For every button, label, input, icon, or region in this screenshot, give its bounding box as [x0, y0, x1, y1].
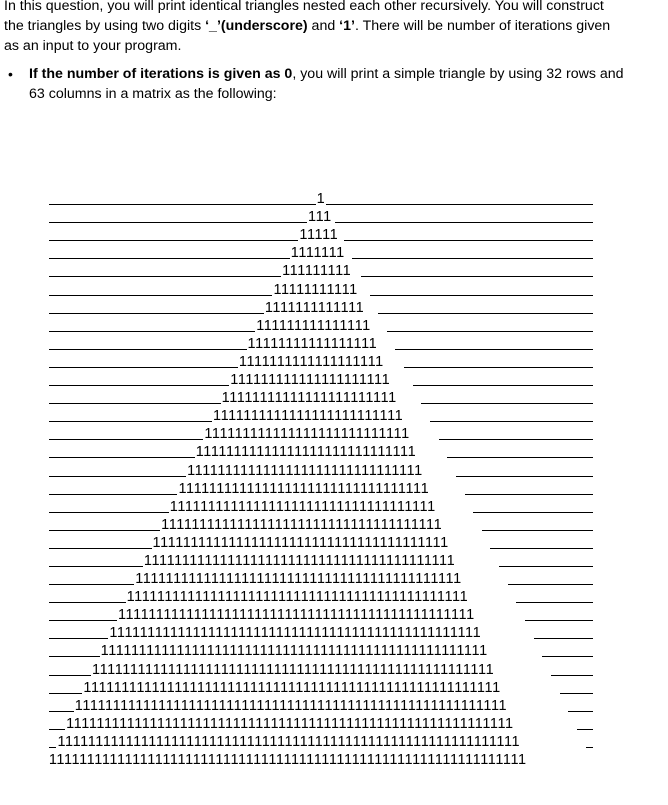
underscore-left [49, 512, 169, 513]
underscore-right [344, 240, 593, 241]
triangle-row [49, 425, 593, 443]
ones-run: 11111111111111111111111111111111111111111111111111111 [92, 661, 495, 678]
ones-run: 1111111111111111111111111111111111111 [161, 516, 443, 533]
underscore-right [508, 584, 593, 585]
underscore-right [560, 693, 593, 694]
underscore-left [49, 276, 281, 277]
underscore-right [387, 331, 593, 332]
triangle-row [49, 407, 593, 425]
underscore-left [49, 421, 212, 422]
underscore-right [352, 258, 593, 259]
triangle-row [49, 552, 593, 570]
ones-run: 111111111 [282, 263, 352, 280]
ones-run: 11111111111111111 [247, 335, 378, 352]
underscore-left [49, 476, 186, 477]
triangle-row [49, 498, 593, 516]
ones-run: 1111111111111111111 [238, 353, 384, 370]
intro-line-2 [4, 16, 654, 36]
underscore-right [568, 711, 593, 712]
underscore-left [49, 620, 117, 621]
triangle-row [49, 733, 593, 751]
underscore-left [49, 349, 247, 350]
triangle-row [49, 280, 593, 298]
underscore-left [49, 602, 126, 603]
triangle-row [49, 461, 593, 479]
ones-run: 1111111111111111111111111 [213, 408, 404, 425]
ones-run: 11111111111111111111111 [221, 390, 397, 407]
underscore-right [525, 620, 593, 621]
triangle-row [49, 588, 593, 606]
ones-run: 1111111 [290, 245, 345, 262]
underscore-left [49, 331, 255, 332]
underscore-right [482, 530, 593, 531]
underscore-left [49, 222, 307, 223]
triangle-row [49, 190, 593, 208]
underscore-left [49, 240, 298, 241]
triangle-row [49, 443, 593, 461]
underscore-left [49, 729, 65, 730]
bullet-bold-text: If the number of iterations is given as 0 [29, 66, 293, 82]
underscore-right [465, 494, 593, 495]
triangle-row [49, 262, 593, 280]
triangle-row [49, 679, 593, 697]
underscore-right [370, 295, 593, 296]
bullet-line-2: 63 columns in a matrix as the following: [29, 86, 277, 102]
triangle-row [49, 244, 593, 262]
ones-run: 11111 [299, 227, 339, 244]
underscore-left [49, 530, 160, 531]
underscore-right [551, 675, 593, 676]
triangle-row [49, 660, 593, 678]
underscore-right [326, 204, 593, 205]
ones-run: 1111111111111111111111111111111111111111111111111111111111111 [57, 733, 521, 750]
underscore-right [473, 512, 593, 513]
underscore-left [49, 566, 143, 567]
underscore-right [439, 439, 593, 440]
ones-run: 11111111111111111111111111111111111111111111111 [117, 607, 475, 624]
triangle-row [49, 715, 593, 733]
underscore-right [378, 313, 593, 314]
ones-run: 111111111111111111111111111111111111111 [152, 534, 449, 551]
ones-run: 1111111111111111111111111111111111111111111111111 [109, 625, 482, 642]
underscore-right [534, 638, 593, 639]
underscore-left [49, 747, 56, 748]
underscore-right [577, 729, 593, 730]
underscore-left [49, 258, 290, 259]
intro-line-3: as an input to your program. [4, 38, 182, 54]
ascii-triangle [49, 190, 593, 769]
underscore-left [49, 638, 108, 639]
intro-line-2-end: . There will be number of iterations given [354, 18, 611, 34]
ones-run: 111111111111111111111111111111111111111111111111111111111111111 [48, 752, 527, 768]
ones-run: 11111111111111111111111111111111111 [169, 498, 436, 515]
underscore-left [49, 584, 134, 585]
ones-run: 111111111111111111111111111111111111111111111111111 [100, 643, 488, 660]
triangle-row [49, 606, 593, 624]
intro-and: and [307, 18, 340, 34]
underscore-left [49, 693, 82, 694]
ones-run: 111111111111111111111111111111111 [178, 480, 430, 497]
ones-run: 11111111111111111111111111111111111111111111111111111111111 [66, 715, 514, 732]
ones-run: 1111111111111111111111111111111111111111111 [135, 571, 462, 588]
triangle-row [49, 208, 593, 226]
underscore-left [49, 367, 238, 368]
ones-run: 111111111111111111111111111 [204, 426, 410, 443]
one-label: ‘1’ [339, 18, 355, 34]
underscore-left [49, 403, 221, 404]
ones-run: 111111111111111111111111111111111111111111111111111111111 [74, 697, 508, 714]
underscore-right [586, 747, 593, 748]
ones-run: 111111111111111111111111111111111111111111111 [126, 589, 469, 606]
underscore-right [499, 566, 593, 567]
ones-run: 1111111111111 [264, 299, 365, 316]
underscore-right [413, 385, 593, 386]
ones-run: 111111111111111111111 [230, 372, 391, 389]
triangle-row [49, 299, 593, 317]
underscore-right [421, 403, 593, 404]
underscore-left [49, 548, 152, 549]
triangle-row [49, 516, 593, 534]
intro-line-2-start: the triangles by using two digits [4, 18, 206, 34]
triangle-row [49, 353, 593, 371]
ones-run: 111111111111111 [256, 317, 371, 334]
underscore-left [49, 439, 203, 440]
underscore-left [49, 295, 272, 296]
ones-run: 11111111111111111111111111111111111111111 [143, 552, 456, 569]
triangle-row [49, 642, 593, 660]
triangle-row [49, 570, 593, 588]
triangle-row [49, 226, 593, 244]
bullet-text [29, 64, 654, 104]
triangle-row [49, 371, 593, 389]
underscore-left [49, 313, 264, 314]
triangle-row [49, 335, 593, 353]
ones-run: 111 [308, 209, 332, 226]
triangle-row [49, 624, 593, 642]
intro-paragraph [4, 0, 654, 56]
underscore-right [335, 222, 593, 223]
underscore-left [49, 656, 100, 657]
underscore-right [361, 276, 593, 277]
underscore-left [49, 675, 91, 676]
ones-run: 1111111111111111111111111111111 [187, 462, 423, 479]
triangle-row [49, 480, 593, 498]
underscore-label: ‘_’(underscore) [205, 18, 308, 34]
bullet-rest-text: , you will print a simple triangle by using 32 rows and [292, 66, 624, 82]
underscore-right [404, 367, 593, 368]
underscore-right [395, 349, 593, 350]
triangle-row [49, 751, 593, 769]
ones-run: 1111111111111111111111111111111111111111111111111111111 [83, 679, 501, 696]
bullet-dot-icon: • [8, 66, 13, 82]
underscore-right [456, 476, 593, 477]
underscore-left [49, 457, 195, 458]
ones-run: 1 [316, 191, 326, 208]
underscore-right [516, 602, 593, 603]
triangle-row [49, 317, 593, 335]
underscore-right [490, 548, 593, 549]
underscore-left [49, 494, 177, 495]
triangle-row [49, 534, 593, 552]
underscore-right [447, 457, 593, 458]
underscore-left [49, 711, 74, 712]
underscore-right [430, 421, 593, 422]
ones-run: 11111111111 [273, 281, 358, 298]
bullet-line-1 [29, 64, 654, 84]
triangle-row [49, 389, 593, 407]
underscore-left [49, 204, 316, 205]
ones-run: 11111111111111111111111111111 [195, 444, 417, 461]
triangle-row [49, 697, 593, 715]
underscore-left [49, 385, 229, 386]
intro-line-1: In this question, you will print identical triangles nested each other recursively. You will construct [4, 0, 604, 14]
underscore-right [542, 656, 593, 657]
